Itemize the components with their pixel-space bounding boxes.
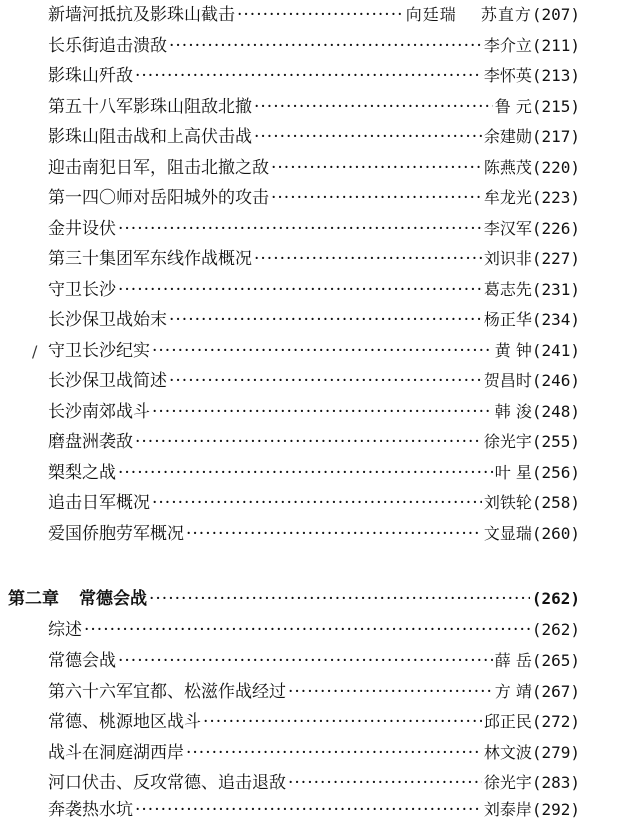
entry-author: 余建勋 bbox=[483, 127, 532, 146]
entry-title: 长沙保卫战始末 bbox=[48, 310, 167, 330]
toc-entry bbox=[48, 427, 580, 457]
entry-page: (258) bbox=[531, 493, 580, 512]
dot-leader bbox=[149, 584, 530, 614]
dot-leader bbox=[288, 677, 493, 707]
entry-page: (241) bbox=[531, 341, 580, 360]
dot-leader bbox=[271, 183, 482, 213]
margin-pen-mark: / bbox=[32, 342, 38, 361]
dot-leader bbox=[84, 615, 530, 645]
toc-entry bbox=[48, 795, 580, 825]
entry-author: 陈燕茂 bbox=[483, 158, 532, 177]
toc-entry bbox=[48, 31, 580, 61]
entry-page: (213) bbox=[531, 66, 580, 85]
dot-leader bbox=[271, 153, 482, 183]
entry-page: (215) bbox=[531, 97, 580, 116]
entry-page: (248) bbox=[531, 402, 580, 421]
dot-leader bbox=[288, 768, 482, 798]
entry-author: 文显瑞 bbox=[483, 524, 532, 543]
entry-title: 第六十六军宜都、松滋作战经过 bbox=[48, 682, 286, 702]
entry-page: (226) bbox=[531, 219, 580, 238]
entry-title: 影珠山歼敌 bbox=[48, 66, 133, 86]
entry-title: 新墙河抵抗及影珠山截击 bbox=[48, 5, 235, 25]
toc-entry bbox=[48, 336, 580, 366]
entry-page: (246) bbox=[531, 371, 580, 390]
entry-author: 林文波 bbox=[483, 743, 532, 762]
dot-leader bbox=[169, 305, 482, 335]
entry-author: 方 靖 bbox=[494, 682, 532, 701]
entry-title: 第三十集团军东线作战概况 bbox=[48, 249, 252, 269]
entry-title: 第五十八军影珠山阻敌北撤 bbox=[48, 97, 252, 117]
entry-title: 战斗在洞庭湖西岸 bbox=[48, 743, 184, 763]
dot-leader bbox=[203, 707, 482, 737]
entry-page: (279) bbox=[531, 743, 580, 762]
entry-title: 长沙南郊战斗 bbox=[48, 402, 150, 422]
entry-page: (211) bbox=[531, 36, 580, 55]
entry-page: (267) bbox=[531, 682, 580, 701]
toc-entry bbox=[48, 519, 580, 549]
toc-entry bbox=[48, 0, 580, 30]
entry-author: 牟龙光 bbox=[483, 188, 532, 207]
toc-entry bbox=[48, 92, 580, 122]
entry-author: 徐光宇 bbox=[483, 773, 532, 792]
entry-title: 综述 bbox=[48, 620, 82, 640]
entry-page: (262) bbox=[531, 620, 580, 639]
entry-title: 常德会战 bbox=[48, 651, 116, 671]
entry-author: 叶 星 bbox=[494, 463, 532, 482]
entry-page: (234) bbox=[531, 310, 580, 329]
entry-title: 金井设伏 bbox=[48, 219, 116, 239]
entry-title: 守卫长沙纪实 bbox=[48, 341, 150, 361]
entry-page: (265) bbox=[531, 651, 580, 670]
dot-leader bbox=[186, 519, 482, 549]
entry-page: (220) bbox=[531, 158, 580, 177]
entry-page: (260) bbox=[531, 524, 580, 543]
toc-entry bbox=[48, 366, 580, 396]
entry-page: (217) bbox=[531, 127, 580, 146]
toc-entry bbox=[48, 488, 580, 518]
dot-leader bbox=[254, 122, 482, 152]
entry-author: 贺昌时 bbox=[483, 371, 532, 390]
entry-title: 迎击南犯日军，阻击北撤之敌 bbox=[48, 158, 269, 178]
dot-leader bbox=[186, 738, 482, 768]
toc-entry bbox=[48, 738, 580, 768]
entry-author: 李介立 bbox=[483, 36, 532, 55]
entry-page: (272) bbox=[531, 712, 580, 731]
entry-author: 向廷瑞 bbox=[405, 5, 457, 24]
toc-entry bbox=[48, 677, 580, 707]
toc-entry bbox=[48, 397, 580, 427]
entry-title: 第一四〇师对岳阳城外的攻击 bbox=[48, 188, 269, 208]
entry-page: (223) bbox=[531, 188, 580, 207]
entry-author: 黄 钟 bbox=[494, 341, 532, 360]
entry-author: 鲁 元 bbox=[494, 97, 532, 116]
toc-entry bbox=[48, 768, 580, 798]
toc-entry bbox=[48, 458, 580, 488]
dot-leader bbox=[118, 214, 482, 244]
entry-title: 爱国侨胞劳军概况 bbox=[48, 524, 184, 544]
entry-author: 杨正华 bbox=[483, 310, 532, 329]
dot-leader bbox=[152, 488, 482, 518]
entry-page: (227) bbox=[531, 249, 580, 268]
entry-title: 追击日军概况 bbox=[48, 493, 150, 513]
entry-page: (255) bbox=[531, 432, 580, 451]
dot-leader bbox=[118, 458, 493, 488]
entry-author: 苏直方 bbox=[480, 5, 532, 24]
dot-leader bbox=[169, 366, 482, 396]
toc-entry bbox=[48, 275, 580, 305]
dot-leader bbox=[169, 31, 482, 61]
entry-page: (207) bbox=[531, 5, 580, 24]
entry-authors bbox=[406, 0, 532, 30]
toc-entry bbox=[48, 61, 580, 91]
entry-author: 徐光宇 bbox=[483, 432, 532, 451]
entry-author: 李怀英 bbox=[483, 66, 532, 85]
entry-author: 韩 浚 bbox=[494, 402, 532, 421]
entry-title: 槊梨之战 bbox=[48, 463, 116, 483]
dot-leader bbox=[152, 397, 493, 427]
entry-page: (231) bbox=[531, 280, 580, 299]
chapter-number: 第二章 bbox=[8, 589, 59, 609]
dot-leader bbox=[118, 275, 482, 305]
entry-author: 刘泰岸 bbox=[483, 800, 532, 819]
entry-title: 长沙保卫战简述 bbox=[48, 371, 167, 391]
chapter-title: 常德会战 bbox=[79, 589, 147, 609]
toc-entry bbox=[48, 122, 580, 152]
toc-entry bbox=[48, 244, 580, 274]
entry-author: 刘识非 bbox=[483, 249, 532, 268]
dot-leader bbox=[135, 795, 482, 825]
toc-entry bbox=[48, 615, 580, 645]
dot-leader bbox=[135, 61, 482, 91]
entry-title: 长乐街追击溃敌 bbox=[48, 36, 167, 56]
chapter-page: (262) bbox=[531, 589, 580, 608]
chapter-heading bbox=[8, 584, 580, 614]
entry-title: 影珠山阻击战和上高伏击战 bbox=[48, 127, 252, 147]
entry-title: 常德、桃源地区战斗 bbox=[48, 712, 201, 732]
entry-author: 薛 岳 bbox=[494, 651, 532, 670]
entry-title: 奔袭热水坑 bbox=[48, 800, 133, 820]
toc-entry bbox=[48, 646, 580, 676]
toc-entry bbox=[48, 153, 580, 183]
entry-author: 葛志先 bbox=[483, 280, 532, 299]
entry-page: (283) bbox=[531, 773, 580, 792]
dot-leader bbox=[152, 336, 493, 366]
dot-leader bbox=[237, 0, 404, 30]
toc-entry bbox=[48, 305, 580, 335]
entry-author: 邱正民 bbox=[483, 712, 532, 731]
toc-entry bbox=[48, 214, 580, 244]
entry-author: 李汉军 bbox=[483, 219, 532, 238]
dot-leader bbox=[254, 92, 493, 122]
dot-leader bbox=[135, 427, 482, 457]
entry-title: 磨盘洲袭敌 bbox=[48, 432, 133, 452]
toc-entry bbox=[48, 707, 580, 737]
entry-title: 守卫长沙 bbox=[48, 280, 116, 300]
dot-leader bbox=[254, 244, 482, 274]
toc-entry bbox=[48, 183, 580, 213]
entry-author: 刘铁轮 bbox=[483, 493, 532, 512]
dot-leader bbox=[118, 646, 493, 676]
entry-title: 河口伏击、反攻常德、追击退敌 bbox=[48, 773, 286, 793]
entry-page: (256) bbox=[531, 463, 580, 482]
entry-page: (292) bbox=[531, 800, 580, 819]
